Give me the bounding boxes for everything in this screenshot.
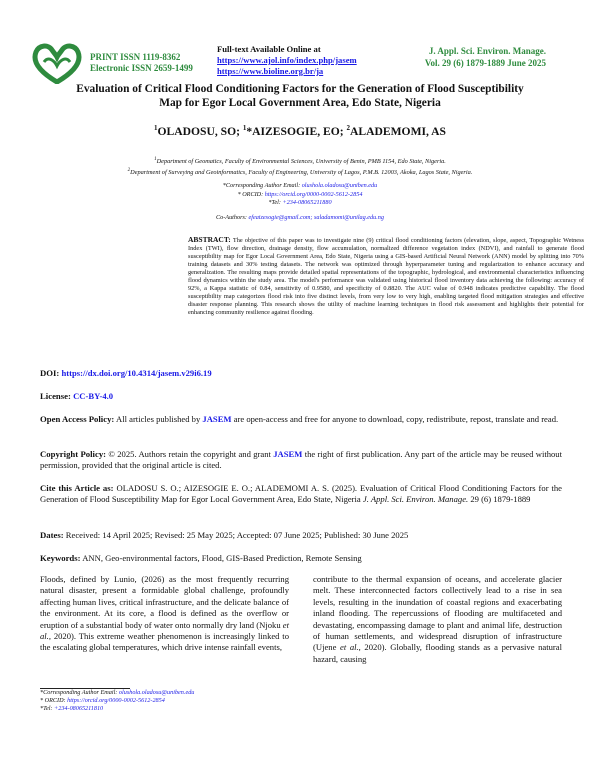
tel-link[interactable]: +234-08065211880 <box>282 199 332 207</box>
abstract-label: ABSTRACT: <box>188 235 231 244</box>
body-column-right <box>313 574 562 665</box>
footnote-email-label: *Corresponding Author Email: <box>40 689 119 696</box>
body-text: contribute to the thermal expansion of oceans, and accelerate glacier melt. These interconnected factors collectively lead to a rise in sea levels, resulting in the inundation of coastal regions and exacerbating inland flooding. The repercussions of flooding are multifaceted and devastating, encompassing damage to plant and animal life, destruction of human settlements, and widespread disruption of infrastructure (Ujene <box>313 574 562 653</box>
author-sup: 1 <box>242 124 247 132</box>
fulltext-block <box>217 44 357 77</box>
bioline-link[interactable]: https://www.bioline.org.br/ja <box>217 66 324 76</box>
license-link[interactable]: CC-BY-4.0 <box>73 391 114 401</box>
corresponding-email-link[interactable]: olushola.oladosu@uniben.edu <box>301 182 378 189</box>
author-list <box>0 124 600 138</box>
jasem-link[interactable]: JASEM <box>273 449 303 459</box>
body-text-italic: et al. <box>40 619 289 642</box>
body-column-left <box>40 574 289 654</box>
ajol-link[interactable]: https://www.ajol.info/index.php/jasem <box>217 55 357 65</box>
coauthors-emails[interactable]: efeaizesogie@gmail.com; saladamomi@unilag.edu.ng <box>248 214 384 221</box>
print-issn: PRINT ISSN 1119-8362 <box>90 52 181 62</box>
tel-label: *Tel: <box>268 199 283 207</box>
footnote <box>40 689 194 714</box>
open-access-policy <box>40 414 562 425</box>
cite-text: OLADOSU S. O.; AIZESOGIE E. O.; ALADEMOMI A. S. (2025). Evaluation of Critical Flood Conditioning Factors for the Generation of Flood Susceptibility Map for Egor Local Government Area, Edo State, Nigeria <box>40 483 562 505</box>
orcid-link[interactable]: https://orcid.org/0000-0002-5612-2854 <box>264 190 363 198</box>
journal-logo-icon <box>30 42 85 84</box>
footnote-tel-label: *Tel: <box>40 705 55 713</box>
cite-journal: J. Appl. Sci. Environ. Manage. <box>362 494 469 505</box>
coauthors-block <box>0 214 600 221</box>
citation <box>40 483 562 505</box>
copyright-text: © 2025. Authors retain the copyright and grant <box>106 449 274 459</box>
body-text-italic: et al. <box>340 642 359 653</box>
affiliation: Department of Geomatics, Faculty of Environmental Sciences, University of Benin, PMB 1154, Edo State, Nigeria. <box>156 158 446 166</box>
footnote-email-link[interactable]: olushola.oladosu@uniben.edu <box>118 689 195 696</box>
open-access-label: Open Access Policy: <box>40 414 115 424</box>
footnote-orcid-label: * ORCID: <box>40 697 68 705</box>
footnote-tel-link[interactable]: +234-08065211810 <box>54 705 104 713</box>
electronic-issn: Electronic ISSN 2659-1499 <box>90 63 193 73</box>
author-name: ALADEMOMI, AS <box>350 124 447 138</box>
open-access-text: are open-access and free for anyone to download, copy, redistribute, repost, translate and read. <box>231 414 559 424</box>
cite-tail: 29 (6) 1879-1889 <box>468 494 531 505</box>
volume-line: Vol. 29 (6) 1879-1889 June 2025 <box>424 57 546 68</box>
cite-label: Cite this Article as: <box>40 483 114 493</box>
license-line <box>40 391 562 402</box>
author-name: *AIZESOGIE, EO; <box>246 124 347 138</box>
affil-sup: 1 <box>154 157 157 162</box>
journal-abbrev: J. Appl. Sci. Environ. Manage. <box>428 46 546 56</box>
body-text: Floods, defined by Lunio, (2026) as the most frequently recurring natural disaster, present a formidable global challenge, profoundly affecting human lives, critical infrastructure, and the delicate balance of the environment. At its core, a flood is defined as the overflow or eruption of a substantial body of water onto normally dry land (Njoku <box>40 574 289 630</box>
doi-label: DOI: <box>40 368 62 378</box>
dates-text: Received: 14 April 2025; Revised: 25 May 2025; Accepted: 07 June 2025; Published: 30 June 2025 <box>63 530 409 540</box>
copyright-text: the right of first publication. Any part of the article may be reused without permission, provided that the original article is cited. <box>40 449 562 471</box>
body-text: , 2020). This extreme weather phenomenon is increasingly linked to the escalating global temperatures, which drive intense rainfall events, <box>40 631 289 653</box>
license-label: License: <box>40 391 74 401</box>
copyright-policy <box>40 449 562 471</box>
email-label: *Corresponding Author Email: <box>222 182 302 189</box>
author-sup: 2 <box>346 124 351 132</box>
coauthors-label: Co-Authors: <box>216 214 249 221</box>
abstract <box>188 236 584 317</box>
issn-block <box>90 52 193 74</box>
open-access-text: All articles published by <box>114 414 203 424</box>
affiliation: Department of Surveying and Geoinformatics, Faculty of Engineering, University of Lagos, P.M.B. 12003, Akoka, Lagos State, Nigeria. <box>130 169 473 177</box>
keywords-line <box>40 553 562 564</box>
corresponding-block <box>0 182 600 208</box>
doi-link[interactable]: https://dx.doi.org/10.4314/jasem.v29i6.19 <box>61 368 212 378</box>
author-sup: 1 <box>153 124 158 132</box>
keywords-label: Keywords: <box>40 553 81 563</box>
fulltext-label: Full-text Available Online at <box>217 44 321 54</box>
keywords-text: ANN, Geo-environmental factors, Flood, GIS-Based Prediction, Remote Sensing <box>80 553 362 563</box>
affil-sup: 2 <box>127 168 131 174</box>
footnote-orcid-link[interactable]: https://orcid.org/0000-0002-5612-2854 <box>67 697 165 705</box>
body-text: , 2020). Globally, flooding stands as a pervasive natural hazard, causing <box>313 642 562 664</box>
abstract-text: The objective of this paper was to investigate nine (9) critical flood conditioning factors (elevation, slope, aspect, Topographic Wetness Index (TWI), flow direction, drainage density, flow accumulation, normalized difference vegetation index (NDVI), and rainfall to generate flood susceptibility map for Egor Local Government Area, Edo State, Nigeria using a GIS-based Artificial Neural Network (ANN) model by splitting into 70% training datasets and 30% testing datasets. The network was optimized through hyperparameter tuning and regularization to enhance accuracy and generalization. The resulting maps provide detailed spatial representations of the topographic, hydrological, and environmental characteristics influencing flood dynamics within the study area. The model's performance was validated using historical flood inventory data achieving the following: accuracy of 92%, a Kappa statistic of 0.84, sensitivity of 0.9580, and specificity of 0.8820. The AUC value of 0.948 indicates predictive capability. The flood susceptibility map categorizes flood risk into five distinct levels, from very low to very high, enabling targeted flood mitigation strategies and effective disaster response planning. This research shows the utility of machine learning techniques in flood risk assessment and highlights their potential for enhancing community resilience against flooding. <box>188 237 584 317</box>
jasem-link[interactable]: JASEM <box>202 414 232 424</box>
orcid-label: * ORCID: <box>237 190 265 198</box>
dates-line <box>40 530 562 541</box>
article-title: Evaluation of Critical Flood Conditioning Factors for the Generation of Flood Susceptibility Map for Egor Local Government Area, Edo State, Nigeria <box>76 83 524 109</box>
copyright-label: Copyright Policy: <box>40 449 107 459</box>
doi-line <box>40 368 562 379</box>
author-name: OLADOSU, SO; <box>157 124 243 138</box>
affiliations <box>60 155 540 177</box>
journal-info <box>425 46 546 69</box>
dates-label: Dates: <box>40 530 64 540</box>
